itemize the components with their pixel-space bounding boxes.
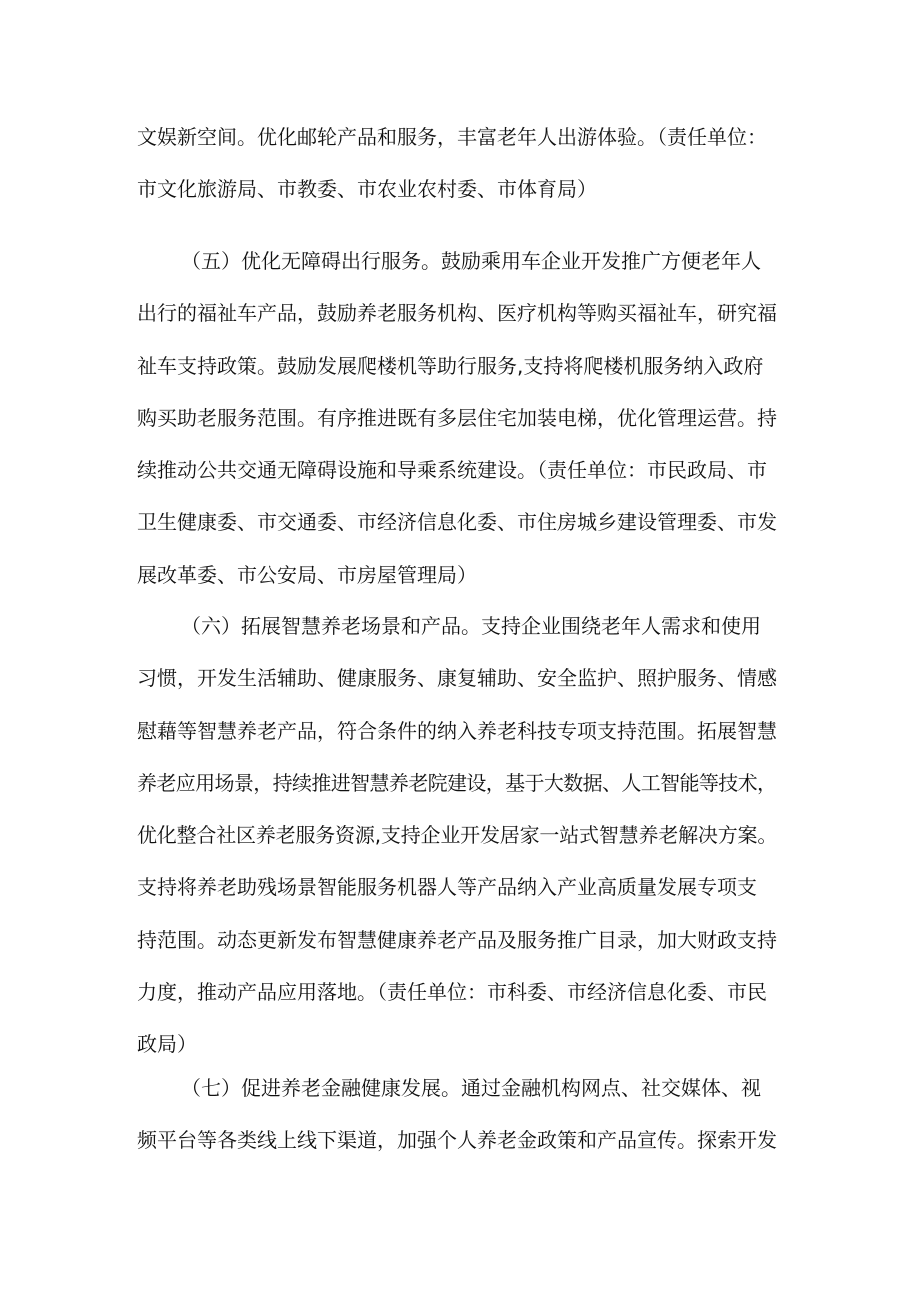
paragraph-line: 续推动公共交通无障碍设施和导乘系统建设。（责任单位：市民政局、市 bbox=[137, 458, 767, 483]
paragraph-line: 力度，推动产品应用落地。（责任单位：市科委、市经济信息化委、市民 bbox=[137, 980, 767, 1005]
paragraph-line: 展改革委、市公安局、市房屋管理局） bbox=[137, 562, 477, 587]
paragraph-line: 优化整合社区养老服务资源,支持企业开发居家一站式智慧养老解决方案。 bbox=[137, 823, 778, 848]
paragraph-line: 频平台等各类线上线下渠道，加强个人养老金政策和产品宣传。探索开发 bbox=[137, 1128, 777, 1153]
paragraph-line: 出行的福祉车产品，鼓励养老服务机构、医疗机构等购买福祉车，研究福 bbox=[137, 301, 777, 326]
paragraph-line: （六）拓展智慧养老场景和产品。支持企业围绕老年人需求和使用 bbox=[181, 614, 761, 638]
paragraph-line: 文娱新空间。优化邮轮产品和服务，丰富老年人出游体验。（责任单位： bbox=[137, 125, 767, 149]
paragraph-line: 购买助老服务范围。有序推进既有多层住宅加装电梯，优化管理运营。持 bbox=[137, 405, 777, 430]
paragraph-item-6 bbox=[137, 613, 777, 1057]
paragraph-item-5 bbox=[137, 248, 777, 588]
paragraph-item-7 bbox=[137, 1075, 777, 1153]
paragraph-line: 祉车支持政策。鼓励发展爬楼机等助行服务,支持将爬楼机服务纳入政府 bbox=[137, 353, 764, 378]
paragraph-line: 慰藉等智慧养老产品，符合条件的纳入养老科技专项支持范围。拓展智慧 bbox=[137, 718, 777, 743]
paragraph-line: 市文化旅游局、市教委、市农业农村委、市体育局） bbox=[137, 177, 597, 202]
paragraph-line: 支持将养老助残场景智能服务机器人等产品纳入产业高质量发展专项支 bbox=[137, 875, 757, 900]
paragraph-continuation bbox=[137, 124, 777, 202]
paragraph-line: 习惯，开发生活辅助、健康服务、康复辅助、安全监护、照护服务、情感 bbox=[137, 666, 777, 691]
paragraph-line: 政局） bbox=[137, 1032, 197, 1057]
paragraph-line: 持范围。动态更新发布智慧健康养老产品及服务推广目录，加大财政支持 bbox=[137, 927, 777, 952]
paragraph-line: 卫生健康委、市交通委、市经济信息化委、市住房城乡建设管理委、市发 bbox=[137, 510, 777, 535]
paragraph-line: （七）促进养老金融健康发展。通过金融机构网点、社交媒体、视 bbox=[181, 1076, 761, 1100]
paragraph-line: 养老应用场景，持续推进智慧养老院建设，基于大数据、人工智能等技术， bbox=[137, 770, 777, 795]
paragraph-line: （五）优化无障碍出行服务。鼓励乘用车企业开发推广方便老年人 bbox=[181, 249, 761, 273]
